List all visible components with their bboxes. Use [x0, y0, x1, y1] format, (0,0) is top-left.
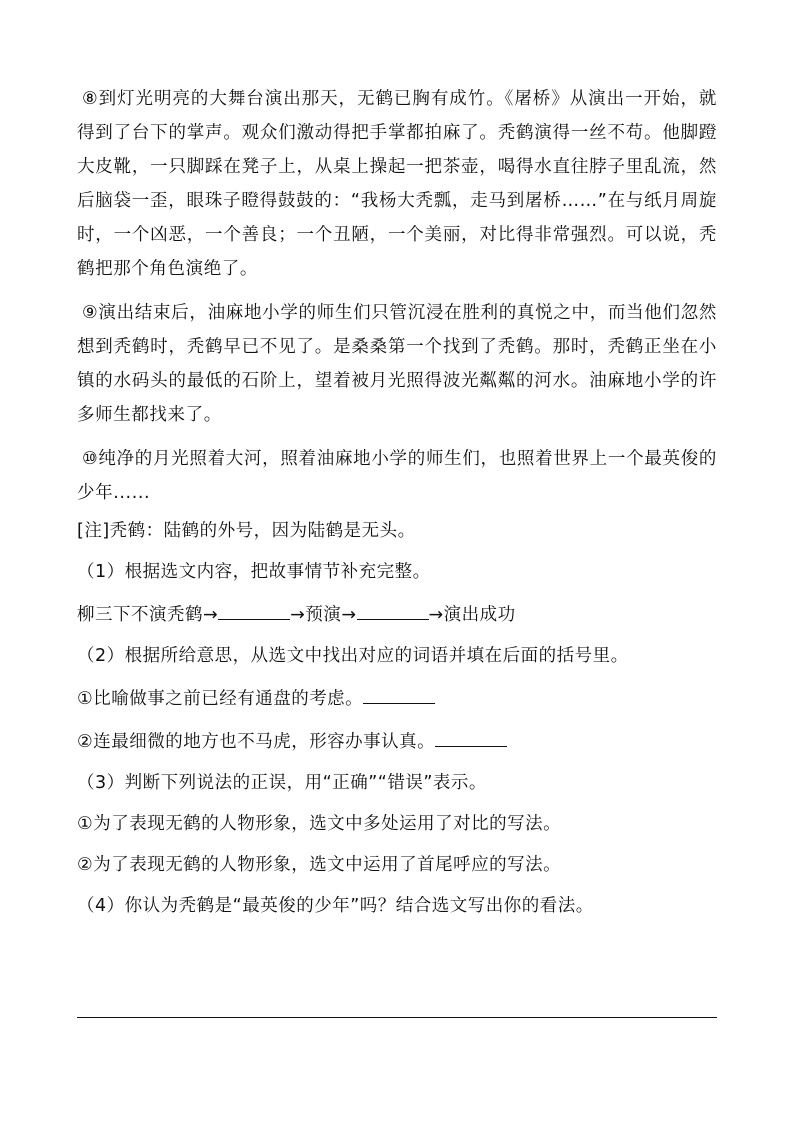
answer-blank-1[interactable]	[218, 602, 290, 620]
question-3-item-1: ①为了表现无鹤的人物形象，选文中多处运用了对比的写法。	[77, 814, 562, 834]
question-2-item-2-text: ②连最细微的地方也不马虎，形容办事认真。	[77, 732, 436, 752]
paragraph-10: ⑩纯净的月光照着大河，照着油麻地小学的师生们，也照着世界上一个最英俊的少年......	[77, 449, 717, 503]
question-1: （1）根据选文内容，把故事情节补充完整。	[77, 562, 431, 582]
paragraph-8: ⑧到灯光明亮的大舞台演出那天，无鹤已胸有成竹。《屠桥》从演出一开始，就得到了台下的掌声。观众们激动得把手掌都拍麻了。秃鹤演得一丝不苟。他脚蹬大皮靴，一只脚踩在凳子上，从桌上操起一把茶壶，喝得水直往脖子里乱流，然后脑袋一歪，眼珠子瞪得鼓鼓的：“我杨大秃瓢，走马到屠桥……”在与纸月周旋时，一个凶恶，一个善良；一个丑陋，一个美丽，对比得非常强烈。可以说，秃鹤把那个角色演绝了。	[77, 89, 717, 279]
question-2-item-2	[77, 729, 717, 754]
question-2: （2）根据所给意思，从选文中找出对应的词语并填在后面的括号里。	[77, 646, 629, 666]
question-1-sequence	[77, 602, 717, 627]
sequence-part-c: →演出成功	[428, 605, 516, 625]
answer-line-4[interactable]	[77, 1017, 717, 1018]
paragraph-9: ⑨演出结束后，油麻地小学的师生们只管沉浸在胜利的真悦之中，而当他们忽然想到秃鹤时，秃鹤早已不见了。是桑桑第一个找到了秃鹤。那时，秃鹤正坐在小镇的水码头的最低的石阶上，望着被月光照得波光粼粼的河水。油麻地小学的许多师生都找来了。	[77, 303, 717, 425]
answer-blank-3[interactable]	[363, 686, 435, 704]
question-3: （3）判断下列说法的正误，用“正确”“错误”表示。	[77, 773, 487, 793]
question-2-item-1-text: ①比喻做事之前已经有通盘的考虑。	[77, 689, 364, 709]
question-3-item-2: ②为了表现无鹤的人物形象，选文中运用了首尾呼应的写法。	[77, 855, 562, 875]
sequence-part-b: →预演→	[290, 605, 357, 625]
note: [注]秃鹤：陆鹤的外号，因为陆鹤是无头。	[77, 521, 416, 541]
answer-blank-2[interactable]	[357, 602, 429, 620]
question-2-item-1	[77, 686, 717, 711]
question-4: （4）你认为秃鹤是“最英俊的少年”吗？结合选文写出你的看法。	[77, 896, 594, 916]
sequence-part-a: 柳三下不演秃鹤→	[77, 605, 219, 625]
answer-blank-4[interactable]	[435, 729, 507, 747]
